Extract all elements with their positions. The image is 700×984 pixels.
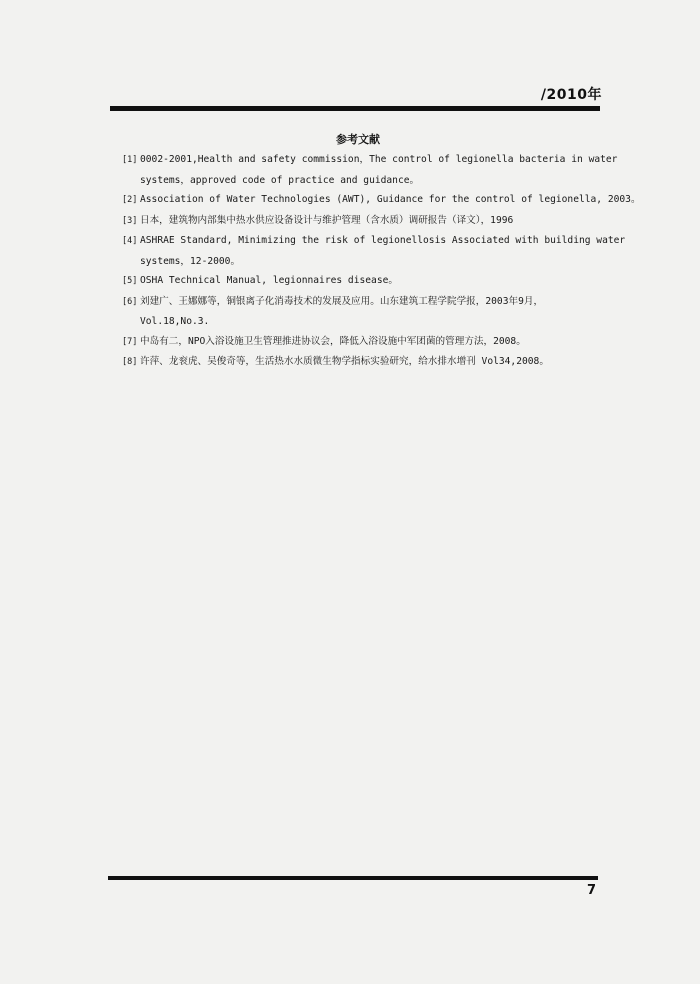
- reference-text: Association of Water Technologies (AWT), Guidance for the control of legionella, 2003。: [140, 194, 641, 205]
- footer-rule: [108, 876, 598, 880]
- reference-item-2: [122, 190, 641, 211]
- reference-text-continued: systems，approved code of practice and guidance。: [140, 174, 420, 186]
- reference-number: [2]: [122, 195, 138, 205]
- reference-item-8: [122, 352, 602, 373]
- references-list: [122, 150, 641, 373]
- reference-number: [1]: [122, 155, 138, 165]
- reference-text-continued: systems，12-2000。: [140, 255, 241, 267]
- reference-number: [6]: [122, 296, 138, 307]
- reference-text: 日本，建筑物内部集中热水供应设备设计与维护管理（含水质）调研报告（译文），1996: [140, 214, 514, 226]
- reference-text: 许萍、龙衮虎、吴俊奇等，生活热水水质微生物学指标实验研究，给水排水增刊 Vol34,2008。: [140, 356, 549, 367]
- reference-item-1: [122, 150, 618, 190]
- reference-item-4: [122, 231, 626, 271]
- reference-number: [8]: [122, 357, 138, 367]
- header-year: /2010年: [540, 87, 602, 103]
- reference-number: [3]: [122, 215, 138, 226]
- reference-number: [7]: [122, 336, 138, 347]
- reference-text-continued: Vol.18,No.3.: [140, 316, 210, 327]
- reference-number: [5]: [122, 276, 138, 286]
- reference-number: [4]: [122, 236, 138, 246]
- page-number: 7: [586, 883, 596, 898]
- references-title: 参考文献: [336, 133, 380, 146]
- reference-item-3: [122, 211, 602, 232]
- reference-text: 刘建广、王娜娜等，铜银离子化消毒技术的发展及应用。山东建筑工程学院学报，2003年9月，: [140, 295, 544, 307]
- reference-item-7: [122, 332, 602, 353]
- reference-item-6: [122, 292, 602, 332]
- reference-text: OSHA Technical Manual, legionnaires disease。: [140, 275, 398, 286]
- reference-text: 0002-2001,Health and safety commission，The control of legionella bacteria in water: [140, 154, 618, 165]
- reference-text: ASHRAE Standard, Minimizing the risk of legionellosis Associated with building water: [140, 235, 626, 246]
- reference-text: 中岛有二，NPO入浴设施卫生管理推进协议会，降低入浴设施中军团菌的管理方法，2008。: [140, 335, 526, 347]
- reference-item-5: [122, 271, 602, 292]
- header-rule: [110, 106, 600, 111]
